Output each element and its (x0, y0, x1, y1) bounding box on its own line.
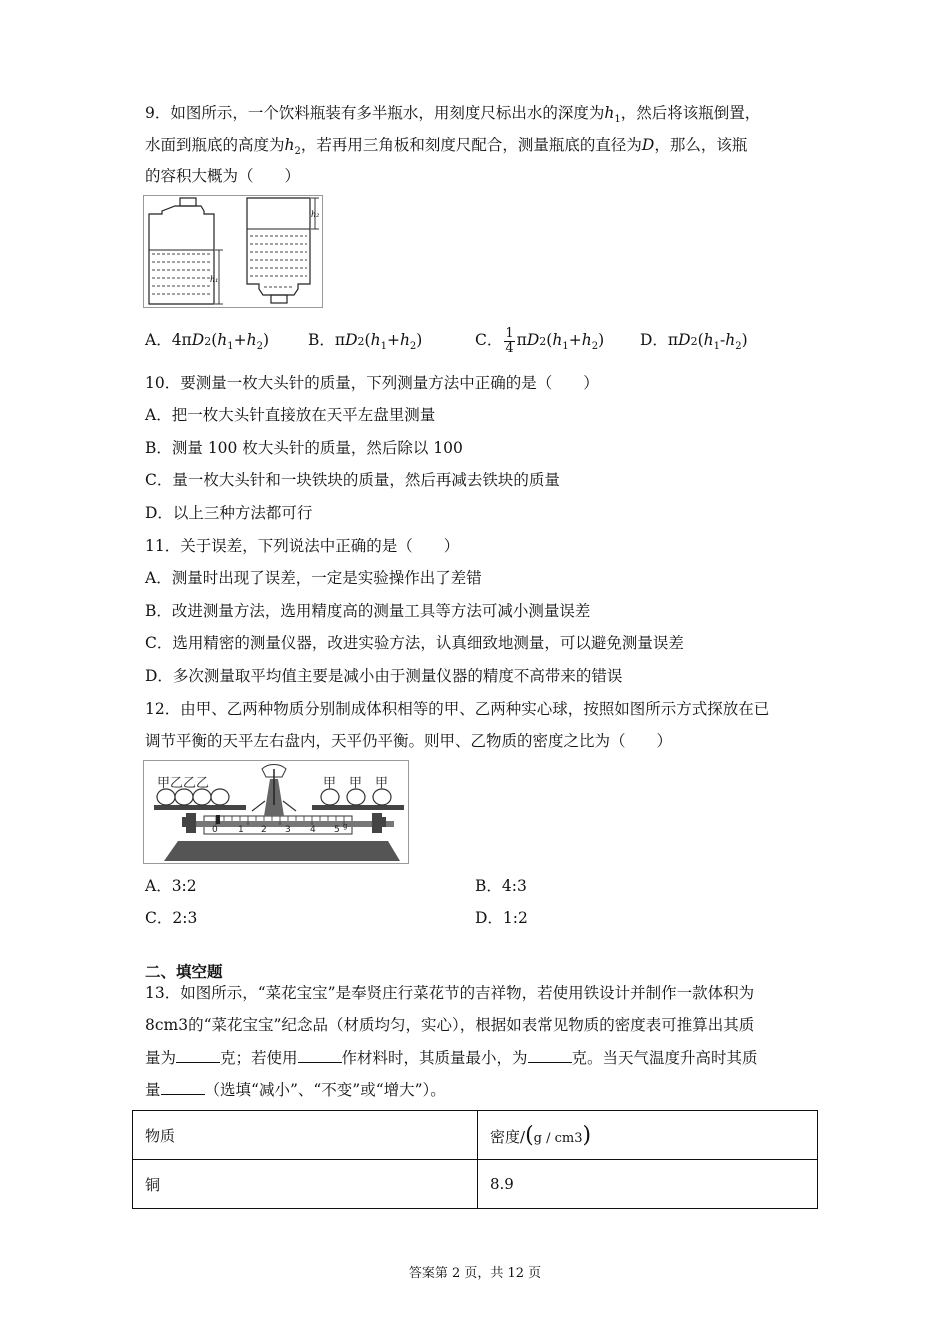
q9-option-d: D．$\pi D2(h_1-h_2)$ (640, 331, 748, 353)
q9-line-2: 水面到瓶底的高度为$h_2$，若再用三角板和刻度尺配合，测量瓶底的直径为D，那么，该瓶 (145, 136, 748, 158)
scale-unit-label: g (343, 822, 348, 830)
q10-option-b: B．测量 100 枚大头针的质量，然后除以 100 (145, 439, 463, 457)
q9-option-b: B．$\pi D2(h_1+h_2)$ (308, 331, 423, 353)
q11-option-d: D．多次测量取平均值主要是减小由于测量仪器的精度不高带来的错误 (145, 667, 623, 685)
q13-line-1: 13．如图所示，“菜花宝宝”是奉贤庄行菜花节的吉祥物，若使用铁设计并制作一款体积为 (145, 984, 755, 1002)
q12-option-a: A．3:2 (145, 877, 197, 895)
q12-line-1: 12．由甲、乙两种物质分别制成体积相等的甲、乙两种实心球，按照如图所示方式探放在已 (145, 700, 770, 718)
page-footer: 答案第 2 页，共 12 页 (408, 1266, 542, 1281)
right-pan-label-2: 甲 (349, 776, 363, 791)
table-cell-density: 8.9 (478, 1160, 818, 1209)
q10-option-a: A．把一枚大头针直接放在天平左盘里测量 (145, 406, 436, 424)
answer-blank-4[interactable] (161, 1080, 205, 1095)
right-pan-label-1: 甲 (323, 776, 337, 791)
q10-option-c: C．量一枚大头针和一块铁块的质量，然后再减去铁块的质量 (145, 471, 560, 489)
scale-label-5: 5 (334, 825, 340, 835)
q12-option-d: D．1:2 (475, 909, 528, 927)
table-header-substance: 物质 (133, 1111, 478, 1160)
table-cell-substance: 铜 (133, 1160, 478, 1209)
scale-label-1: 1 (238, 825, 244, 835)
table-row (133, 1160, 818, 1209)
balance-figure (143, 760, 409, 864)
q10-stem: 10．要测量一枚大头针的质量，下列测量方法中正确的是（ ） (145, 374, 599, 392)
q12-option-b: B．4:3 (475, 877, 527, 895)
density-table (132, 1110, 818, 1209)
q11-stem: 11．关于误差，下列说法中正确的是（ ） (145, 537, 460, 555)
q9-line-3: 的容积大概为（ ） (145, 167, 301, 185)
q11-option-a: A．测量时出现了误差，一定是实验操作出了差错 (145, 569, 482, 587)
scale-label-2: 2 (261, 825, 267, 835)
right-pan-label-3: 甲 (375, 776, 389, 791)
q11-option-b: B．改进测量方法，选用精度高的测量工具等方法可减小测量误差 (145, 602, 591, 620)
fraction-one-quarter: $\frac{1}{4}$ (505, 325, 514, 356)
q9-line-1: 9．如图所示，一个饮料瓶装有多半瓶水，用刻度尺标出水的深度为$h_1$，然后将该瓶倒置， (145, 104, 761, 126)
scale-label-3: 3 (285, 825, 291, 835)
scale-label-4: 4 (310, 825, 316, 835)
table-row (133, 1111, 818, 1160)
q13-line-3: 量为 克；若使用 作材料时，其质量最小，为 克。当天气温度升高时其质 (145, 1049, 758, 1067)
table-header-density: 密度/(g / cm3) (478, 1111, 818, 1160)
q11-option-c: C．选用精密的测量仪器，改进实验方法，认真细致地测量，可以避免测量误差 (145, 634, 684, 652)
q9-option-a: A．$4\pi D2(h_1+h_2)$ (145, 331, 270, 353)
answer-blank-1[interactable] (176, 1048, 220, 1063)
answer-blank-3[interactable] (528, 1048, 572, 1063)
section-heading: 二、填空题 (145, 963, 223, 981)
q13-line-2: 8cm3的“菜花宝宝”纪念品（材质均匀，实心），根据如表常见物质的密度表可推算出其质 (145, 1016, 755, 1034)
q12-option-c: C．2:3 (145, 909, 198, 927)
q13-line-4: 量 （选填“减小”、“不变”或“增大”）。 (145, 1081, 446, 1099)
answer-blank-2[interactable] (298, 1048, 342, 1063)
q9-option-c: C． $\frac{1}{4}$ $\pi D2(h_1+h_2)$ (475, 325, 605, 356)
bottle-figure (143, 195, 323, 308)
q10-option-d: D．以上三种方法都可行 (145, 504, 313, 522)
h2-label: h₂ (311, 210, 320, 219)
left-pan-labels: 甲乙乙乙 (157, 776, 210, 791)
scale-label-0: 0 (212, 825, 218, 835)
q12-line-2: 调节平衡的天平左右盘内，天平仍平衡。则甲、乙物质的密度之比为（ ） (145, 732, 673, 750)
h1-label: h₁ (210, 275, 219, 284)
